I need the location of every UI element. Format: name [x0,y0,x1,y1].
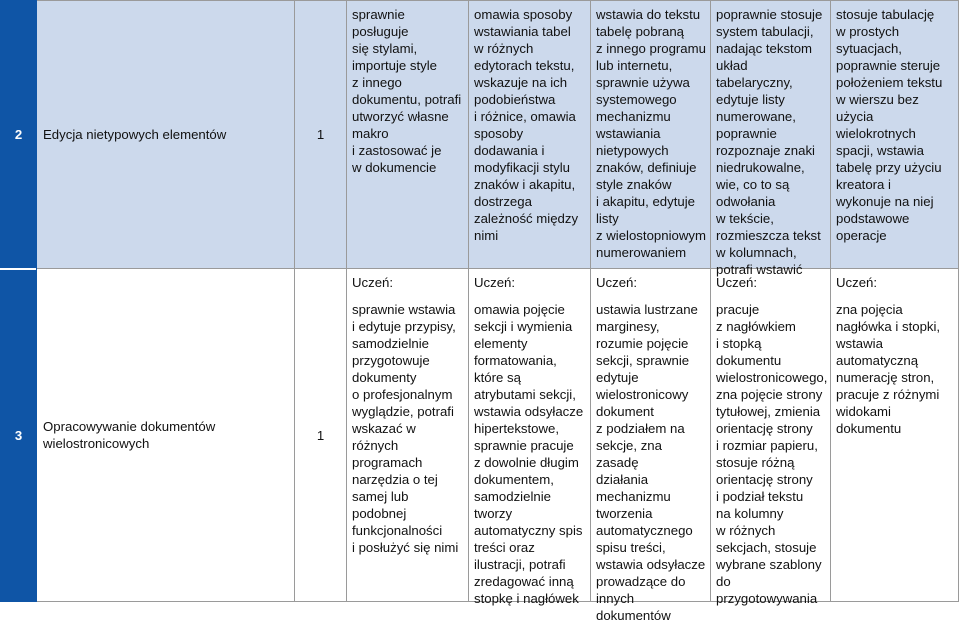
requirement-text: pracuje z nagłówkiem i stopką dokumentu wielostronicowego, zna pojęcie strony tytułowej, zmienia orientację strony i rozmiar papieru, stosuje różną orientację strony i podział tekstu na kolumny w różnych sekcjach, stosuje wybrane szablony do przygotowywania [716,302,828,606]
row-divider [0,268,36,270]
grade-cell-2 [831,269,959,602]
hours-cell: 1 [295,1,347,269]
student-label: Uczeń: [836,275,878,290]
student-label: Uczeń: [596,275,638,290]
row-number: 2 [1,1,37,269]
table-row [1,1,959,269]
topic-cell: Edycja nietypowych elementów [37,1,295,269]
requirement-text: ustawia lustrzane marginesy, rozumie pojęcie sekcji, sprawnie edytuje wielostronicowy dokument z podziałem na sekcje, zna zasadę działania mechanizmu tworzenia automatycznego spisu treści, wstawia odsyłacze prowadzące do innych dokumentów [596,302,706,623]
student-label: Uczeń: [716,275,758,290]
grade-cell-6: sprawnie posługuje się stylami, importuje style z innego dokumentu, potrafi utworzyć własne makro i zastosować je w dokumencie [347,1,469,269]
grade-cell-4: wstawia do tekstu tabelę pobraną z innego programu lub internetu, sprawnie używa systemowego mechanizmu wstawiania nietypowych znaków, definiuje style znaków i akapitu, edytuje listy z wielostopniowym numerowaniem [591,1,711,269]
requirement-text: zna pojęcia nagłówka i stopki, wstawia automatyczną numerację stron, pracuje z różnymi widokami dokumentu [836,302,941,436]
grade-cell-6 [347,269,469,602]
row-number: 3 [1,269,37,602]
grade-cell-4 [591,269,711,623]
grade-cell-3 [711,269,831,606]
grade-cell-5 [469,269,591,606]
hours-cell: 1 [295,269,347,602]
requirement-text: omawia pojęcie sekcji i wymienia elementy formatowania, które są atrybutami sekcji, wstawia odsyłacze hipertekstowe, sprawnie pracuje z dowolnie długim dokumentem, samodzielnie tworzy automatyczny spis treści oraz ilustracji, potrafi zredagować inną stopkę i nagłówek [474,302,584,606]
table-row [1,269,959,602]
requirement-text: sprawnie wstawia i edytuje przypisy, samodzielnie przygotowuje dokumenty o profesjonalnym wyglądzie, potrafi wskazać w różnych programach narzędzia o tej samej lub podobnej funkcjonalności i posłużyć się nimi [352,302,459,555]
student-label: Uczeń: [352,275,394,290]
student-label: Uczeń: [474,275,516,290]
grade-cell-5: omawia sposoby wstawiania tabel w różnych edytorach tekstu, wskazuje na ich podobieństwa i różnice, omawia sposoby dodawania i modyfikacji stylu znaków i akapitu, dostrzega zależność między nimi [469,1,591,269]
grade-cell-2: stosuje tabulację w prostych sytuacjach, poprawnie steruje położeniem tekstu w wierszu bez użycia wielokrotnych spacji, wstawia tabelę przy użyciu kreatora i wykonuje na niej podstawowe operacje [831,1,959,269]
grade-cell-3: poprawnie stosuje system tabulacji, nadając tekstom układ tabelaryczny, edytuje listy numerowane, poprawnie rozpoznaje znaki niedrukowalne, wie, co to są odwołania w tekście, rozmieszcza tekst w kolumnach, potrafi wstawić [711,1,831,269]
topic-cell: Opracowywanie dokumentów wielostronicowych [37,269,295,602]
